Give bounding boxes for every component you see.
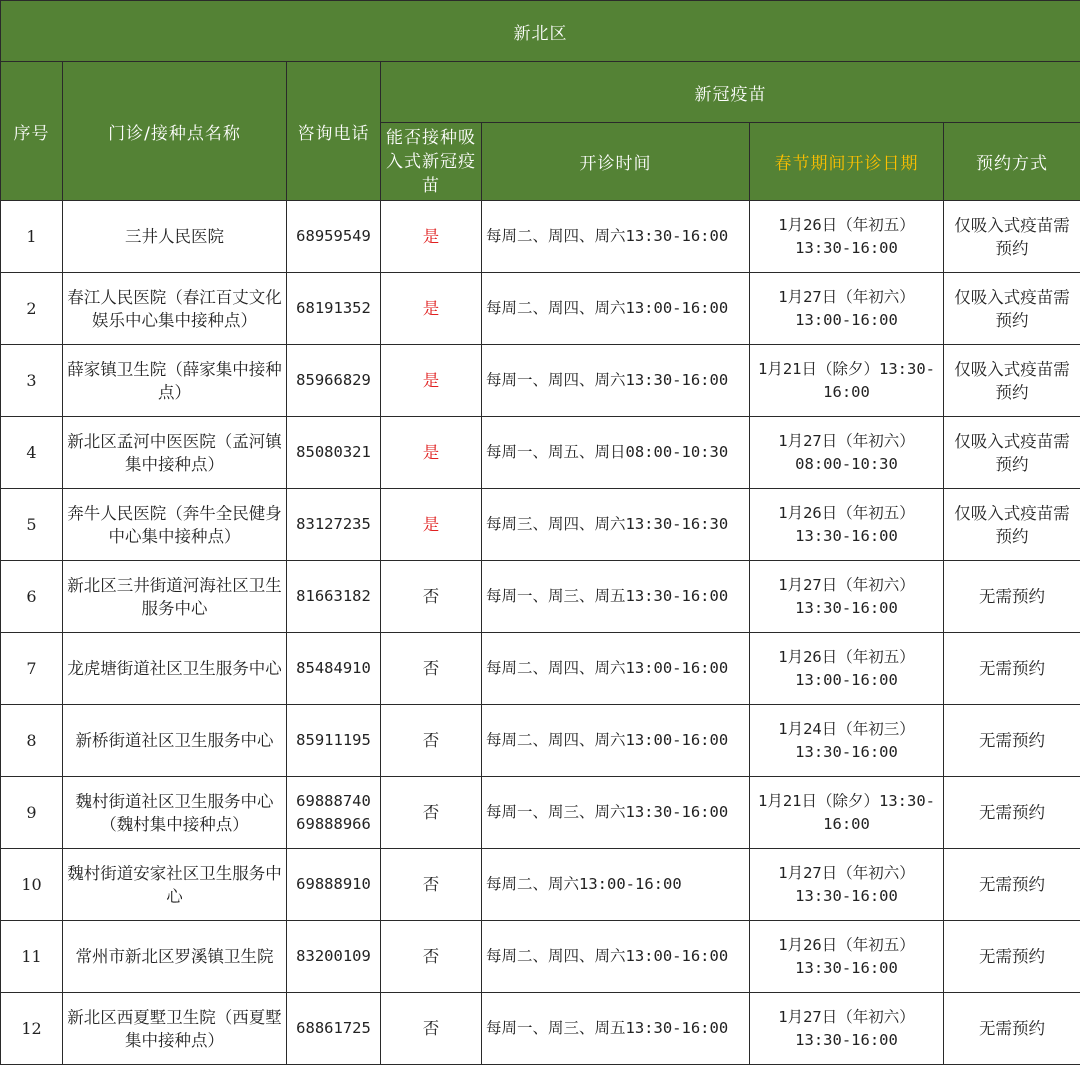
row-open-time: 每周二、周四、周六13:00-16:00 bbox=[482, 273, 750, 345]
row-site-name: 魏村街道社区卫生服务中心（魏村集中接种点） bbox=[63, 777, 287, 849]
row-inhaled: 否 bbox=[381, 633, 482, 705]
row-open-time: 每周一、周三、周五13:30-16:00 bbox=[482, 993, 750, 1065]
row-open-time: 每周一、周五、周日08:00-10:30 bbox=[482, 417, 750, 489]
row-open-time: 每周二、周四、周六13:00-16:00 bbox=[482, 705, 750, 777]
header-inhaled: 能否接种吸入式新冠疫苗 bbox=[381, 123, 482, 201]
row-booking: 仅吸入式疫苗需预约 bbox=[944, 417, 1080, 489]
row-seq: 11 bbox=[1, 921, 63, 993]
row-phone: 85911195 bbox=[287, 705, 381, 777]
row-phone: 68959549 bbox=[287, 201, 381, 273]
row-phone: 85966829 bbox=[287, 345, 381, 417]
row-booking: 无需预约 bbox=[944, 921, 1080, 993]
row-seq: 6 bbox=[1, 561, 63, 633]
row-site-name: 魏村街道安家社区卫生服务中心 bbox=[63, 849, 287, 921]
row-booking: 无需预约 bbox=[944, 993, 1080, 1065]
row-booking: 无需预约 bbox=[944, 705, 1080, 777]
row-phone: 85080321 bbox=[287, 417, 381, 489]
header-seq: 序号 bbox=[1, 62, 63, 201]
row-seq: 1 bbox=[1, 201, 63, 273]
row-inhaled: 否 bbox=[381, 561, 482, 633]
row-booking: 无需预约 bbox=[944, 777, 1080, 849]
row-festival-date: 1月27日（年初六）08:00-10:30 bbox=[750, 417, 944, 489]
row-site-name: 新桥街道社区卫生服务中心 bbox=[63, 705, 287, 777]
row-inhaled: 是 bbox=[381, 345, 482, 417]
row-site-name: 奔牛人民医院（奔牛全民健身中心集中接种点） bbox=[63, 489, 287, 561]
row-open-time: 每周二、周四、周六13:00-16:00 bbox=[482, 633, 750, 705]
row-phone: 69888910 bbox=[287, 849, 381, 921]
row-phone: 69888740 69888966 bbox=[287, 777, 381, 849]
header-booking: 预约方式 bbox=[944, 123, 1080, 201]
header-open-time: 开诊时间 bbox=[482, 123, 750, 201]
table-body bbox=[1, 201, 1080, 1065]
row-festival-date: 1月27日（年初六）13:30-16:00 bbox=[750, 561, 944, 633]
row-seq: 2 bbox=[1, 273, 63, 345]
row-booking: 仅吸入式疫苗需预约 bbox=[944, 201, 1080, 273]
header-phone: 咨询电话 bbox=[287, 62, 381, 201]
row-site-name: 三井人民医院 bbox=[63, 201, 287, 273]
row-open-time: 每周二、周四、周六13:30-16:00 bbox=[482, 201, 750, 273]
row-booking: 无需预约 bbox=[944, 561, 1080, 633]
table-row bbox=[1, 489, 1080, 561]
table-row bbox=[1, 201, 1080, 273]
table-row bbox=[1, 273, 1080, 345]
row-inhaled: 是 bbox=[381, 417, 482, 489]
row-festival-date: 1月27日（年初六）13:00-16:00 bbox=[750, 273, 944, 345]
row-site-name: 春江人民医院（春江百丈文化娱乐中心集中接种点） bbox=[63, 273, 287, 345]
table-row bbox=[1, 345, 1080, 417]
header-festival-date: 春节期间开诊日期 bbox=[750, 123, 944, 201]
table-row bbox=[1, 777, 1080, 849]
row-inhaled: 是 bbox=[381, 489, 482, 561]
table-row bbox=[1, 417, 1080, 489]
row-phone: 68861725 bbox=[287, 993, 381, 1065]
row-inhaled: 否 bbox=[381, 993, 482, 1065]
row-booking: 仅吸入式疫苗需预约 bbox=[944, 345, 1080, 417]
row-phone: 85484910 bbox=[287, 633, 381, 705]
row-inhaled: 否 bbox=[381, 921, 482, 993]
row-inhaled: 否 bbox=[381, 849, 482, 921]
district-title: 新北区 bbox=[1, 1, 1080, 62]
row-festival-date: 1月26日（年初五）13:30-16:00 bbox=[750, 921, 944, 993]
row-booking: 仅吸入式疫苗需预约 bbox=[944, 489, 1080, 561]
row-inhaled: 否 bbox=[381, 705, 482, 777]
row-festival-date: 1月26日（年初五）13:30-16:00 bbox=[750, 201, 944, 273]
row-festival-date: 1月26日（年初五）13:00-16:00 bbox=[750, 633, 944, 705]
row-phone: 81663182 bbox=[287, 561, 381, 633]
row-open-time: 每周二、周六13:00-16:00 bbox=[482, 849, 750, 921]
row-booking: 无需预约 bbox=[944, 633, 1080, 705]
row-seq: 10 bbox=[1, 849, 63, 921]
header-site: 门诊/接种点名称 bbox=[63, 62, 287, 201]
row-festival-date: 1月24日（年初三）13:30-16:00 bbox=[750, 705, 944, 777]
row-site-name: 常州市新北区罗溪镇卫生院 bbox=[63, 921, 287, 993]
row-open-time: 每周三、周四、周六13:30-16:30 bbox=[482, 489, 750, 561]
row-festival-date: 1月21日（除夕）13:30-16:00 bbox=[750, 777, 944, 849]
table-row bbox=[1, 849, 1080, 921]
row-site-name: 龙虎塘街道社区卫生服务中心 bbox=[63, 633, 287, 705]
row-seq: 12 bbox=[1, 993, 63, 1065]
row-seq: 9 bbox=[1, 777, 63, 849]
row-booking: 无需预约 bbox=[944, 849, 1080, 921]
row-festival-date: 1月27日（年初六）13:30-16:00 bbox=[750, 993, 944, 1065]
row-inhaled: 是 bbox=[381, 201, 482, 273]
row-site-name: 新北区三井街道河海社区卫生服务中心 bbox=[63, 561, 287, 633]
row-seq: 3 bbox=[1, 345, 63, 417]
row-festival-date: 1月26日（年初五）13:30-16:00 bbox=[750, 489, 944, 561]
table-row bbox=[1, 921, 1080, 993]
row-seq: 7 bbox=[1, 633, 63, 705]
row-site-name: 薛家镇卫生院（薛家集中接种点） bbox=[63, 345, 287, 417]
row-open-time: 每周二、周四、周六13:00-16:00 bbox=[482, 921, 750, 993]
header-vaccine-group: 新冠疫苗 bbox=[381, 62, 1080, 123]
row-phone: 83127235 bbox=[287, 489, 381, 561]
row-phone: 68191352 bbox=[287, 273, 381, 345]
row-site-name: 新北区孟河中医医院（孟河镇集中接种点） bbox=[63, 417, 287, 489]
table-row bbox=[1, 705, 1080, 777]
row-open-time: 每周一、周三、周五13:30-16:00 bbox=[482, 561, 750, 633]
row-festival-date: 1月21日（除夕）13:30-16:00 bbox=[750, 345, 944, 417]
row-phone: 83200109 bbox=[287, 921, 381, 993]
row-site-name: 新北区西夏墅卫生院（西夏墅集中接种点） bbox=[63, 993, 287, 1065]
row-open-time: 每周一、周三、周六13:30-16:00 bbox=[482, 777, 750, 849]
table-row bbox=[1, 633, 1080, 705]
row-booking: 仅吸入式疫苗需预约 bbox=[944, 273, 1080, 345]
row-seq: 8 bbox=[1, 705, 63, 777]
row-inhaled: 否 bbox=[381, 777, 482, 849]
row-seq: 4 bbox=[1, 417, 63, 489]
row-open-time: 每周一、周四、周六13:30-16:00 bbox=[482, 345, 750, 417]
row-festival-date: 1月27日（年初六）13:30-16:00 bbox=[750, 849, 944, 921]
row-seq: 5 bbox=[1, 489, 63, 561]
row-inhaled: 是 bbox=[381, 273, 482, 345]
table-row bbox=[1, 561, 1080, 633]
table-row bbox=[1, 993, 1080, 1065]
